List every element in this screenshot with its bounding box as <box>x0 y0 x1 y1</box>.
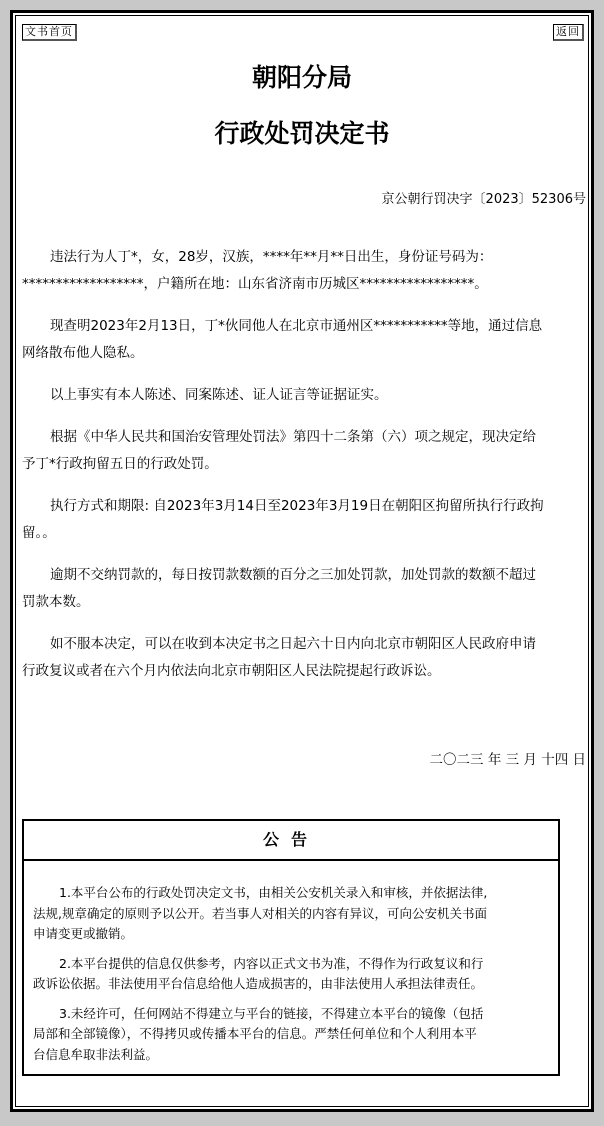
paragraph-line: ******************，户籍所在地：山东省济南市历城区*****************。 <box>22 276 488 292</box>
paragraph-line: 行政复议或者在六个月内依法向北京市朝阳区人民法院提起行政诉讼。 <box>22 663 441 679</box>
decision-paragraph <box>22 424 560 478</box>
paragraph-line: 罚款本数。 <box>22 594 90 610</box>
decision-paragraph <box>22 562 560 616</box>
notice-box <box>22 819 560 1076</box>
paragraph-line: 逾期不交纳罚款的，每日按罚款数额的百分之三加处罚款，加处罚款的数额不超过 <box>50 567 536 583</box>
decision-paragraph <box>22 631 560 685</box>
notice-item <box>33 1004 550 1066</box>
document-home-button[interactable]: 文书首页 <box>22 24 77 41</box>
notice-item <box>33 883 550 945</box>
notice-line: 申请变更或撤销。 <box>33 926 134 941</box>
decision-body <box>22 244 560 700</box>
paragraph-line: 留。。 <box>22 525 56 541</box>
decision-paragraph <box>22 382 560 409</box>
paragraph-line: 根据《中华人民共和国治安管理处罚法》第四十二条第（六）项之规定，现决定给 <box>50 429 536 445</box>
notice-line: 3.未经许可，任何网站不得建立与平台的链接，不得建立本平台的镜像（包括 <box>59 1005 484 1021</box>
notice-title: 公告 <box>24 821 558 861</box>
paragraph-line: 执行方式和期限: 自2023年3月14日至2023年3月19日在朝阳区拘留所执行行政拘 <box>50 498 544 514</box>
decision-paragraph <box>22 313 560 367</box>
decision-paragraph <box>22 493 560 547</box>
notice-line: 政诉讼依据。非法使用平台信息给他人造成损害的，由非法使用人承担法律责任。 <box>33 976 484 991</box>
document-number: 京公朝行罚决字〔2023〕52306号 <box>381 192 586 207</box>
issue-date: 二〇二三 年 三 月 十四 日 <box>429 752 586 768</box>
paragraph-line: 现查明2023年2月13日，丁*伙同他人在北京市通州区***********等地，通过信息 <box>50 318 543 334</box>
notice-item <box>33 954 550 995</box>
document-title: 行政处罚决定书 <box>214 119 390 148</box>
notice-line: 法规,规章确定的原则予以公开。若当事人对相关的内容有异议，可向公安机关书面 <box>33 905 487 921</box>
notice-line: 2.本平台提供的信息仅供参考，内容以正式文书为准，不得作为行政复议和行 <box>59 955 484 971</box>
paragraph-line: 网络散布他人隐私。 <box>22 345 144 361</box>
paragraph-line: 如不服本决定，可以在收到本决定书之日起六十日内向北京市朝阳区人民政府申请 <box>50 636 536 652</box>
paragraph-line: 违法行为人丁*，女，28岁，汉族，****年**月**日出生，身份证号码为： <box>50 249 493 265</box>
decision-paragraph <box>22 244 560 298</box>
paragraph-line: 予丁*行政拘留五日的行政处罚。 <box>22 456 218 472</box>
notice-line: 1.本平台公布的行政处罚决定文书，由相关公安机关录入和审核，并依据法律, <box>59 885 488 900</box>
notice-body <box>24 861 558 1065</box>
notice-line: 台信息牟取非法利益。 <box>33 1046 159 1062</box>
back-button[interactable]: 返回 <box>553 24 584 41</box>
org-title: 朝阳分局 <box>251 63 352 92</box>
paragraph-line: 以上事实有本人陈述、同案陈述、证人证言等证据证实。 <box>50 387 388 403</box>
notice-line: 局部和全部镜像），不得拷贝或传播本平台的信息。严禁任何单位和个人利用本平 <box>33 1026 477 1041</box>
